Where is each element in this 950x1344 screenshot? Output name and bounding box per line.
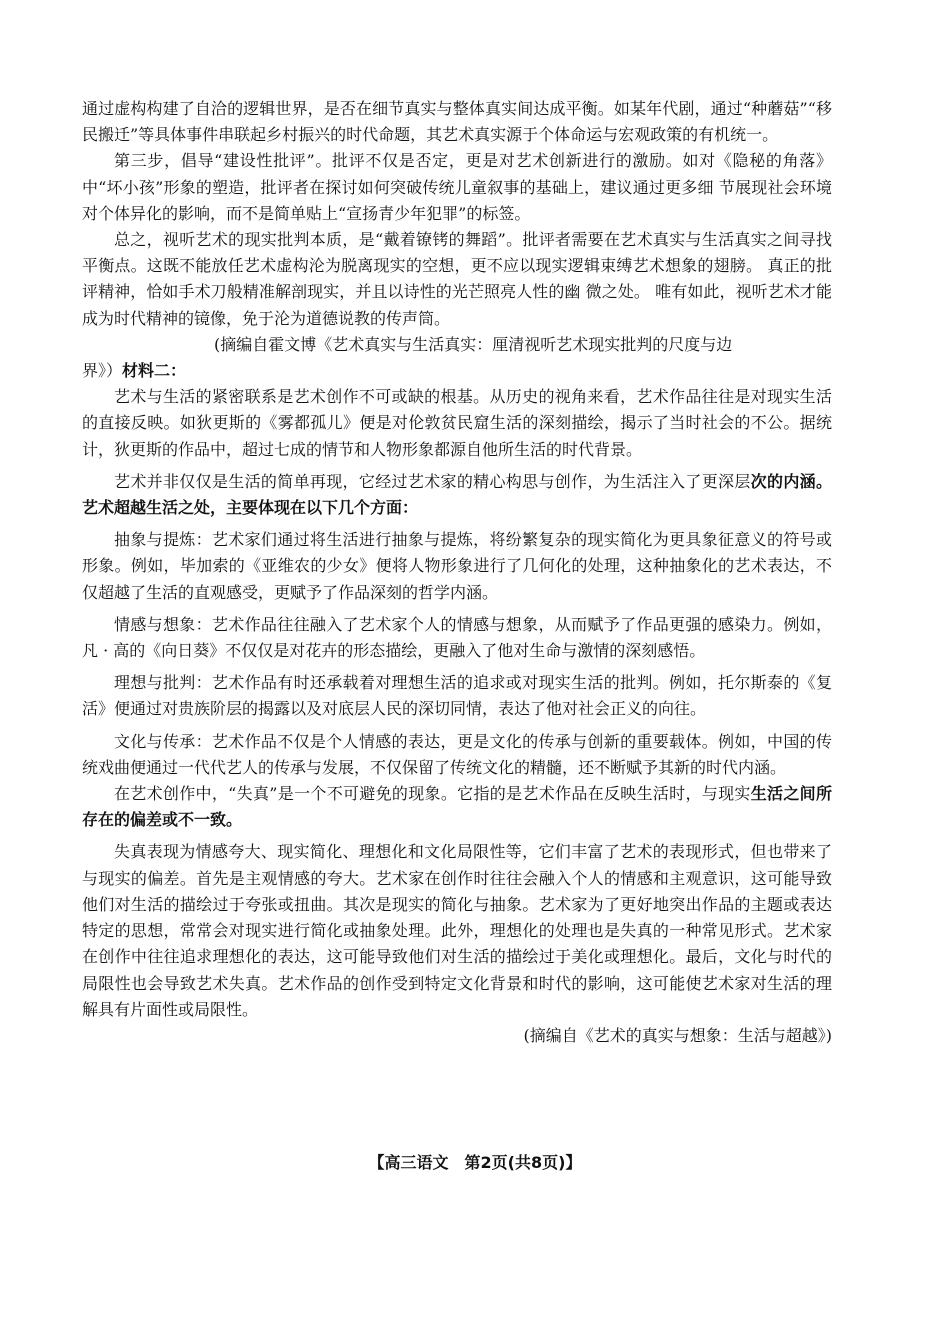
paragraph-7: 情感与想象：艺术作品往往融入了艺术家个人的情感与想象，从而赋予了作品更强的感染力。例如，凡 · 高的《向日葵》不仅仅是对花卉的形态描绘，更融入了他对生命与激情的深刻感悟。 xyxy=(82,614,832,661)
paragraph-3: 总之，视听艺术的现实批判本质，是“戴着镣铐的舞蹈”。批评者需要在艺术真实与生活真实之间寻找平衡点。这既不能放任艺术虚构沦为脱离现实的空想，更不应以现实逻辑束缚艺术想象的翅膀。 真正的批评精神，恰如手术刀般精准解剖现实，并且以诗性的光芒照亮人性的幽 微之处。 唯有如此，视听艺术才能成为时代精神的镜像，免于沦为道德说教的传声筒。 xyxy=(82,230,832,328)
paragraph-10-text: 在艺术创作中，“失真”是一个不可避免的现象。它指的是艺术作品在反映生活时，与现实 xyxy=(114,784,751,804)
paragraph-1: 通过虚构构建了自洽的逻辑世界，是否在细节真实与整体真实间达成平衡。如某年代剧，通过“种蘑菇”“移民搬迁”等具体事件串联起乡村振兴的时代命题，其艺术真实源于个体命运与宏观政策的有机统一。 xyxy=(82,99,832,145)
source-note-2: (摘编自《艺术的真实与想象：生活与超越》) xyxy=(523,1025,832,1045)
paragraph-5 xyxy=(82,469,832,521)
paragraph-4: 艺术与生活的紧密联系是艺术创作不可或缺的根基。从历史的视角来看，艺术作品往往是对现实生活的直接反映。如狄更斯的《雾都孤儿》便是对伦敦贫民窟生活的深刻描绘，揭示了当时社会的不公。据统计，狄更斯的作品中，超过七成的情节和人物形象都源自他所生活的时代背景。 xyxy=(82,387,832,459)
paragraph-8: 理想与批判：艺术作品有时还承载着对理想生活的追求或对现实生活的批判。例如，托尔斯泰的《复活》便通过对贵族阶层的揭露以及对底层人民的深切同情，表达了他对社会正义的向往。 xyxy=(82,673,832,719)
source-note-1-first-line: (摘编自霍文博《艺术真实与生活真实：厘清视听艺术现实批判的尺度与边 xyxy=(214,334,733,354)
paragraph-9: 文化与传承：艺术作品不仅是个人情感的表达，更是文化的传承与创新的重要载体。例如，中国的传统戏曲便通过一代代艺人的传承与发展，不仅保留了传统文化的精髓，还不断赋予其新的时代内涵。 xyxy=(82,731,832,777)
paragraph-10 xyxy=(82,781,832,833)
page-footer: 【高三语文 第2页(共8页)】 xyxy=(368,1153,582,1172)
paragraph-6: 抽象与提炼：艺术家们通过将生活进行抽象与提炼，将纷繁复杂的现实简化为更具象征意义的符号或形象。例如，毕加索的《亚维农的少女》便将人物形象进行了几何化的处理，这种抽象化的艺术表达，不仅超越了生活的直观感受，更赋予了作品深刻的哲学内涵。 xyxy=(82,530,832,602)
paragraph-5-text: 艺术并非仅仅是生活的简单再现，它经过艺术家的精心构思与创作，为生活注入了更深层 xyxy=(114,471,751,491)
paragraph-5-bold-text: 次的内涵。艺术超越生活之处，主要体现在以下几个方面： xyxy=(82,471,832,518)
source-note-1-tail: 界》） xyxy=(82,361,123,381)
source-note-1-second-line xyxy=(82,358,832,384)
article-body xyxy=(82,96,832,1049)
material-2-title: 材料二： xyxy=(122,361,187,381)
paragraph-10-bold-text: 生活之间所存在的偏差或不一致。 xyxy=(82,784,832,830)
paragraph-2: 第三步，倡导“建设性批评”。批评不仅是否定，更是对艺术创新进行的激励。如对《隐秘的角落》中“坏小孩”形象的塑造，批评者在探讨如何突破传统儿童叙事的基础上，建议通过更多细 节展现社会环境对个体异化的影响，而不是简单贴上“宣扬青少年犯罪”的标签。 xyxy=(82,151,832,223)
paragraph-11: 失真表现为情感夸大、现实简化、理想化和文化局限性等，它们丰富了艺术的表现形式，但也带来了与现实的偏差。首先是主观情感的夸大。艺术家在创作时往往会融入个人的情感和主观意识，这可能导致他们对生活的描绘过于夸张或扭曲。其次是现实的简化与抽象。艺术家为了更好地突出作品的主题或表达特定的思想，常常会对现实进行简化或抽象处理。此外，理想化的处理也是失真的一种常见形式。艺术家在创作中往往追求理想化的表达，这可能导致他们对生活的描绘过于美化或理想化。最后，文化与时代的局限性也会导致艺术失真。艺术作品的创作受到特定文化背景和时代的影响，这可能使艺术家对生活的理解具有片面性或局限性。 xyxy=(82,842,832,1019)
